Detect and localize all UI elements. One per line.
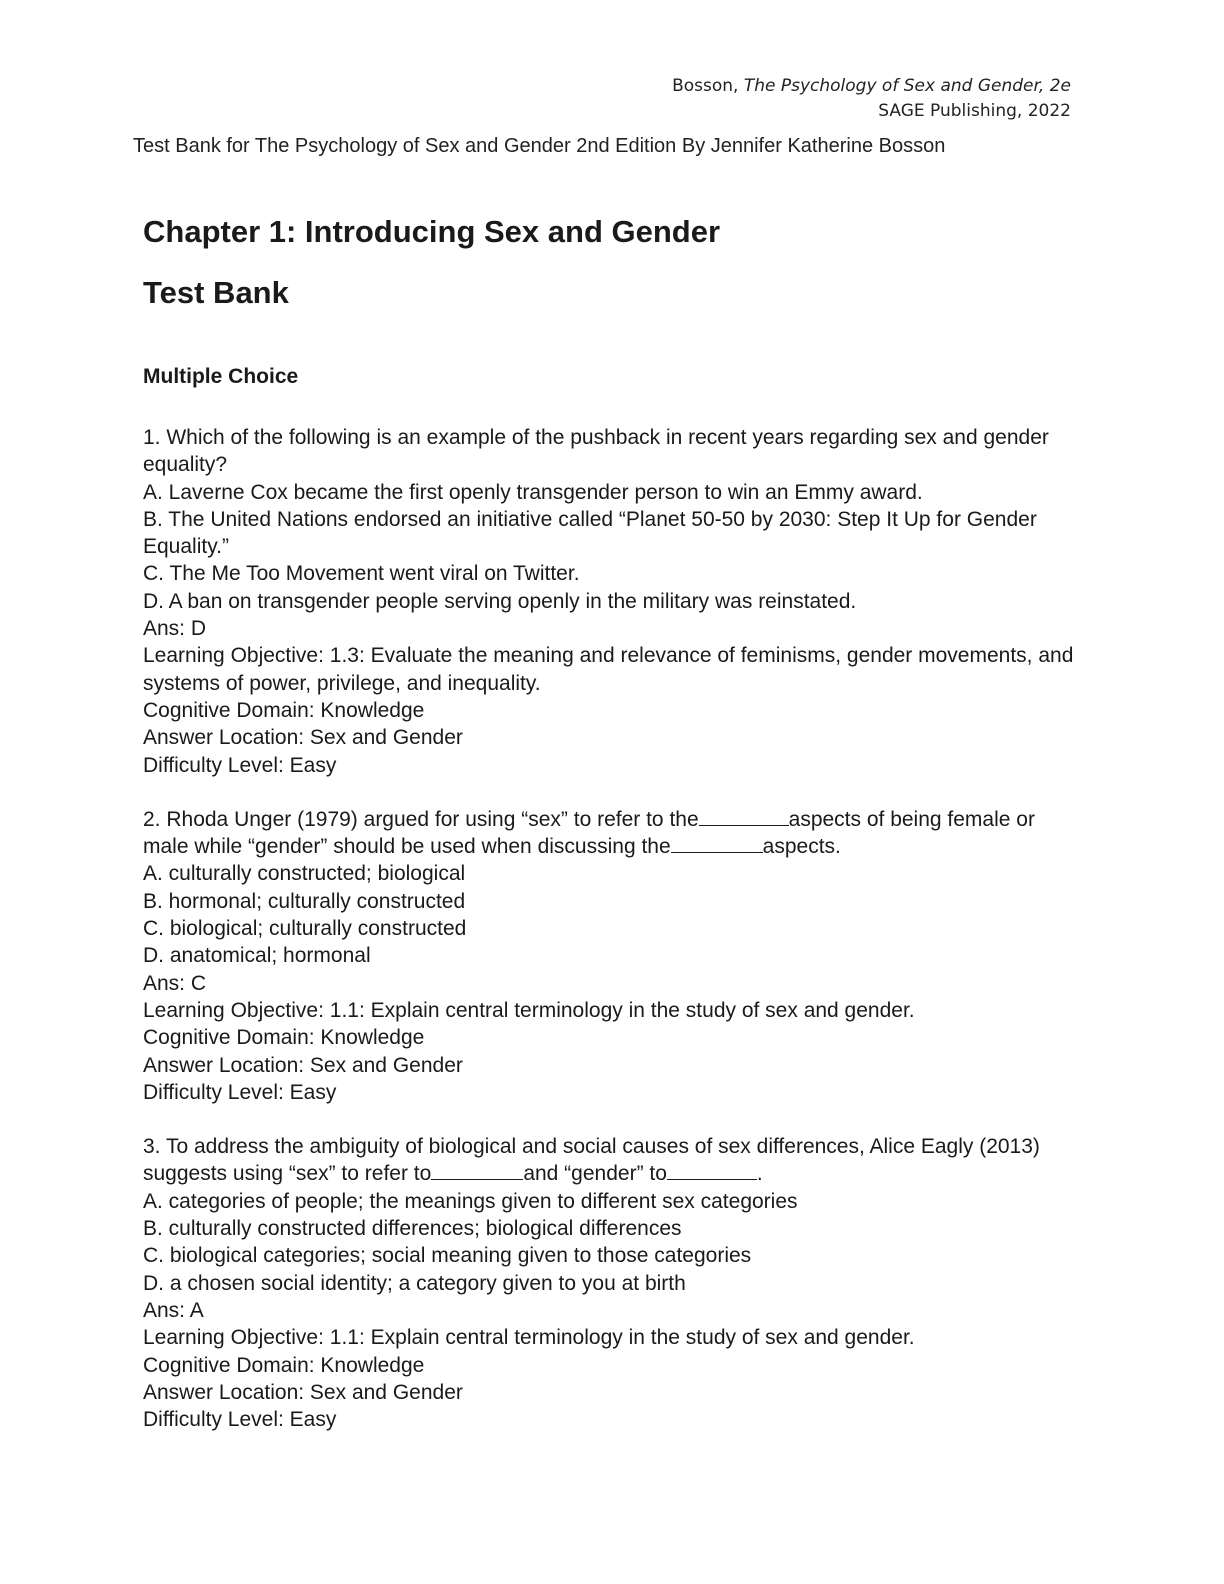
stem-text-3: aspects. bbox=[762, 835, 841, 859]
header-publisher: SAGE Publishing, 2022 bbox=[878, 101, 1071, 121]
option-a: A. Laverne Cox became the first openly transgender person to win an Emmy award. bbox=[143, 480, 923, 504]
answer: Ans: C bbox=[143, 971, 207, 995]
header-book-title: The Psychology of Sex and Gender, 2e bbox=[743, 76, 1071, 96]
stem-text-3: . bbox=[756, 1162, 763, 1186]
question-stem bbox=[143, 1133, 1083, 1188]
option-c: C. biological categories; social meaning given to those categories bbox=[143, 1244, 752, 1268]
option-d: D. a chosen social identity; a category given to you at birth bbox=[143, 1271, 686, 1295]
option-d: D. anatomical; hormonal bbox=[143, 944, 371, 968]
learning-objective: Learning Objective: 1.3: Evaluate the meaning and relevance of feminisms, gender movements, and systems of power, privilege, and inequality. bbox=[143, 644, 1074, 695]
option-a: A. categories of people; the meanings given to different sex categories bbox=[143, 1189, 798, 1213]
stem-text-1: 2. Rhoda Unger (1979) argued for using “sex” to refer to the bbox=[143, 807, 699, 831]
difficulty-level: Difficulty Level: Easy bbox=[143, 1080, 337, 1104]
option-b: B. The United Nations endorsed an initiative called “Planet 50-50 by 2030: Step It Up for Gender Equality.” bbox=[143, 507, 1037, 559]
learning-objective: Learning Objective: 1.1: Explain central terminology in the study of sex and gender. bbox=[143, 998, 915, 1022]
option-b: B. culturally constructed differences; biological differences bbox=[143, 1217, 682, 1241]
cognitive-domain: Cognitive Domain: Knowledge bbox=[143, 1026, 425, 1050]
tagline: Test Bank for The Psychology of Sex and Gender 2nd Edition By Jennifer Katherine Bosson bbox=[133, 135, 946, 157]
answer: Ans: D bbox=[143, 617, 207, 641]
test-bank-title: Test Bank bbox=[143, 275, 289, 310]
question-list bbox=[143, 424, 1083, 1460]
running-header bbox=[672, 74, 1071, 124]
question-2 bbox=[143, 806, 1083, 1106]
header-citation-line bbox=[672, 74, 1071, 99]
fill-in-blank bbox=[671, 834, 763, 853]
option-c: C. The Me Too Movement went viral on Twitter. bbox=[143, 562, 580, 586]
question-stem bbox=[143, 806, 1083, 861]
question-3 bbox=[143, 1133, 1083, 1433]
difficulty-level: Difficulty Level: Easy bbox=[143, 1408, 337, 1432]
answer-location: Answer Location: Sex and Gender bbox=[143, 726, 463, 750]
answer: Ans: A bbox=[143, 1298, 204, 1322]
option-a: A. culturally constructed; biological bbox=[143, 862, 466, 886]
question-stem: 1. Which of the following is an example of the pushback in recent years regarding sex and gender equality? bbox=[143, 426, 1049, 477]
fill-in-blank bbox=[667, 1161, 757, 1180]
cognitive-domain: Cognitive Domain: Knowledge bbox=[143, 1353, 425, 1377]
fill-in-blank bbox=[431, 1161, 523, 1180]
chapter-title: Chapter 1: Introducing Sex and Gender bbox=[143, 214, 721, 249]
answer-location: Answer Location: Sex and Gender bbox=[143, 1053, 463, 1077]
cognitive-domain: Cognitive Domain: Knowledge bbox=[143, 698, 425, 722]
option-b: B. hormonal; culturally constructed bbox=[143, 889, 466, 913]
answer-location: Answer Location: Sex and Gender bbox=[143, 1380, 463, 1404]
section-heading: Multiple Choice bbox=[143, 365, 299, 388]
question-1 bbox=[143, 424, 1083, 779]
stem-text-2: and “gender” to bbox=[523, 1162, 667, 1186]
learning-objective: Learning Objective: 1.1: Explain central terminology in the study of sex and gender. bbox=[143, 1326, 915, 1350]
option-d: D. A ban on transgender people serving openly in the military was reinstated. bbox=[143, 589, 857, 613]
header-author: Bosson, bbox=[672, 76, 739, 96]
stem-text-1: 3. To address the ambiguity of biological and social causes of sex differences, Alice Eagly (2013) suggests using “sex” to refer to bbox=[143, 1135, 1040, 1186]
difficulty-level: Difficulty Level: Easy bbox=[143, 753, 337, 777]
fill-in-blank bbox=[699, 807, 789, 826]
stem-text-2: aspects of being female or male while “gender” should be used when discussing the bbox=[143, 807, 1035, 859]
option-c: C. biological; culturally constructed bbox=[143, 917, 467, 941]
